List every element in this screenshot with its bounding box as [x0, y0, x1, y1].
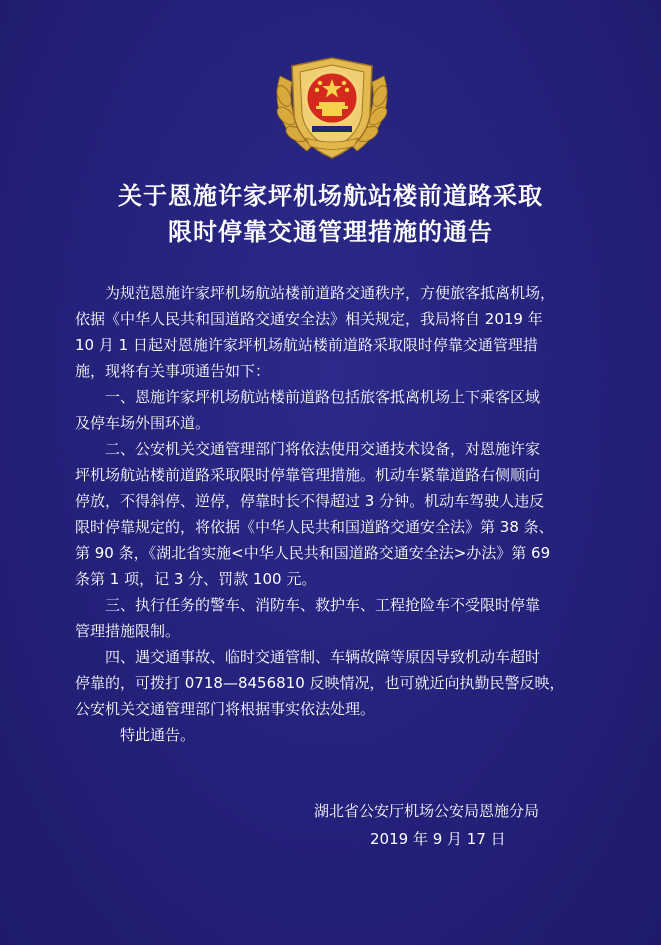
body-line: 及停车场外围环道。 [75, 414, 211, 432]
body-line: 一、恩施许家坪机场航站楼前道路包括旅客抵离机场上下乘客区域 [105, 388, 541, 406]
notice-title-line-1: 关于恩施许家坪机场航站楼前道路采取 [118, 181, 543, 210]
notice-title-line-2: 限时停靠交通管理措施的通告 [168, 217, 493, 246]
body-line: 管理措施限制。 [75, 622, 181, 640]
body-line: 停靠的，可拨打 0718—8456810 反映情况，也可就近向执勤民警反映， [75, 674, 565, 692]
body-line: 条第 1 项，记 3 分、罚款 100 元。 [75, 570, 317, 588]
notice-body [75, 280, 605, 748]
police-emblem-icon [262, 46, 402, 166]
body-line: 四、遇交通事故、临时交通管制、车辆故障等原因导致机动车超时 [105, 648, 541, 666]
body-line: 10 月 1 日起对恩施许家坪机场航站楼前道路采取限时停靠交通管理措 [75, 336, 538, 354]
body-line: 坪机场航站楼前道路采取限时停靠管理措施。机动车紧靠道路右侧顺向 [75, 466, 541, 484]
body-line: 依据《中华人民共和国道路交通安全法》相关规定，我局将自 2019 年 [75, 310, 543, 328]
body-line: 三、执行任务的警车、消防车、救护车、工程抢险车不受限时停靠 [105, 596, 541, 614]
body-line: 为规范恩施许家坪机场航站楼前道路交通秩序，方便旅客抵离机场， [105, 284, 556, 302]
body-line: 第 90 条，《湖北省实施<中华人民共和国道路交通安全法>办法》第 69 [75, 544, 551, 562]
signature-org: 湖北省公安厅机场公安局恩施分局 [314, 802, 540, 820]
closing-line: 特此通告。 [120, 726, 196, 744]
signature-date: 2019 年 9 月 17 日 [370, 830, 506, 848]
body-line: 施，现将有关事项通告如下： [75, 362, 271, 380]
body-line: 限时停靠规定的，将依据《中华人民共和国道路交通安全法》第 38 条、 [75, 518, 554, 536]
body-line: 二、公安机关交通管理部门将依法使用交通技术设备，对恩施许家 [105, 440, 541, 458]
body-line: 停放，不得斜停、逆停，停靠时长不得超过 3 分钟。机动车驾驶人违反 [75, 492, 545, 510]
body-line: 公安机关交通管理部门将根据事实依法处理。 [75, 700, 376, 718]
